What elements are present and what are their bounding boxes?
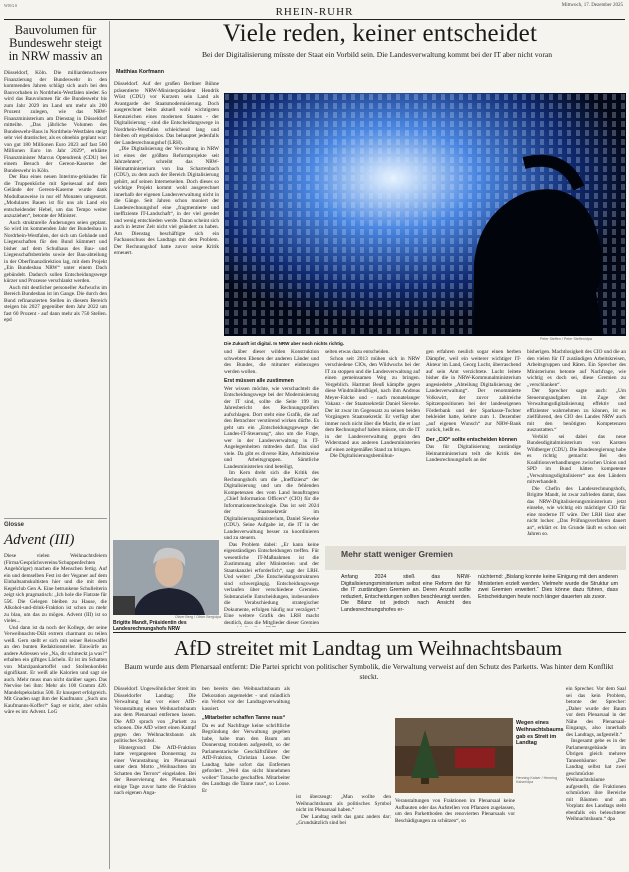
bottom-rule — [113, 632, 626, 633]
bottom-paragraph: ein Sprecher. Vor dem Saal sei das kein Problem, betonte der Sprecher: „Daher wurde der Baum vor dem Plenarsaal in der Nähe des Plenarsaal-Eingangs, also innerhalb des Landtags, aufgestellt.“ — [566, 686, 626, 738]
main-paragraph: Schon seit 2013 mühen sich in NRW verschiedene CIOs, den Wildwuchs bei der IT zu stoppen und die Landesverwaltung auf einen gemeinsamen Weg zu bringen. Vergeblich. Hartmut Beuß kämpfte gegen diese Windmühlenflügel, nach ihm Andreas Meyer-Falcke und - nach monatelanger Vakanz - der Staatssekretär Daniel Sieveke. Der ist zwar im Gegensatz zu seinen beiden Vorgängern Staatssekretär. Er verfügt aber immer noch nicht über die Macht, die er laut dem Rechnungshof haben müsste, um die IT in der Landesverwaltung gegen den Widerstand aus anderen Landesministerien auf einen zeitgemäßen Stand zu bringen. — [325, 355, 420, 453]
tree-illustration — [395, 718, 513, 793]
main-headline: Viele reden, keiner entscheidet — [222, 20, 538, 47]
section-title: RHEIN-RUHR — [275, 6, 354, 18]
main-paragraph: Der Sprecher sagte auch: „Um Steuerungsaufgaben im Zuge der Verwaltungsdigitalisierung effektiv und effizienter wahrnehmen zu können, ist es zielführend, den CIO des Landes NRW auch mit den benötigten Kompetenzen auszustatten.“ — [527, 388, 626, 433]
left-paragraph: Auch strukturelle Änderungen seien geplant. So wird im kommenden Jahr der Bundesbau in Nordrhein-Westfalen, der sich um Gebäude und Liegenschaften für den Bund kümmert und bisher auf dem Schulhaus des Bau- und Liegenschaftsbetriebs sowie der Bau-abteilung in der Oberfinanzdirektion lag, mit dem Projekt „Ein Bundesbau NRW“ unter einem Dach gebündelt. Dadurch sollen Entscheidungswege kürzer und Prozesse verschlankt werden. — [4, 219, 107, 284]
left-headline: Bauvolumen für Bundeswehr steigt in NRW massiv an — [8, 23, 103, 63]
main-paragraph: und über dieser wilden Konstruktion schwebten Ebenen der anderen Länder und des Bundes, die mitunter einbezogen werden wollen. — [224, 349, 319, 375]
subheading: Der „CIO“ sollte entscheiden können — [426, 436, 518, 443]
left-paragraph: Der Bau eines neuen Interims-gebäudes für die Truppenküche mit Speisesaal auf dem Gelände der Gereon-Kaserne wurde dank Modulbauweise in nur elf Monaten umgesetzt. „Modulares Bauen ist für uns als Land ein entscheidender Hebel, um das Tempo weiter anzuziehen“, betonte der Minister. — [4, 174, 107, 219]
photo-credit: Peter Steffen / Peter Steffen/dpa — [540, 337, 592, 341]
bottom-paragraph: Veranstaltungen von Fraktionen im Plenarsaal keine Aufbauten oder das Aufstellen von Pflanzen zugelassen, um den Parkettboden des renovierten Plenarsaals vor Beschädigungen zu schützen“, so — [395, 798, 515, 824]
bottom-col-5 — [566, 686, 626, 869]
main-paragraph: selten etwas dazu entscheiden. — [325, 349, 390, 355]
main-paragraph: Die Chefin des Landesrechnungshofs, Brigitte Mandt, ist zwar zufrieden damit, dass das NRW-Digitalisierungsministerium jetzt einsehe, wie wichtig ein mächtiger CIO für eine moderne IT wäre. Der LRH lässt aber nicht locker. „Das Prüfungsverfahren dauert an“, erklärt er. Im Grunde läuft es schon seit Jahren so. — [527, 485, 626, 537]
column-divider — [109, 21, 110, 869]
publication-mark: WRGS — [4, 3, 18, 8]
bottom-paragraph: Der Landtag stellt das ganz anders dar: „Grundsätzlich sind bei — [296, 813, 391, 826]
glosse-rule — [4, 518, 107, 519]
subheading: „Mitarbeiter schaffen Tanne raus“ — [202, 715, 286, 721]
glosse-title: Advent (III) — [4, 532, 75, 548]
byline: Matthias Korfmann — [116, 69, 164, 75]
left-article-body — [4, 70, 107, 510]
binary-code-illustration — [224, 93, 626, 336]
bottom-paragraph: Düsseldorf. Ungewöhnlicher Streit im Düsseldorfer Landtag: Die Verwaltung hat vor einer AfD-Veranstaltung einen Weihnachtsbaum aus dem Plenarsaal entfernen lassen. Die AfD sprach von „Parkett zu schonen. Die AfD witert einen Kampf gegen den Weihnachtsbaum als politisches Symbol. — [114, 686, 196, 744]
tree-photo-credit: Henning Kaiser / Henning Kaiser/dpa — [516, 776, 557, 784]
main-paragraph: Im Kern dreht sich die Kritik des Rechnungshofs um die „Ineffizienz“ der Digitalisierung und um die fehlenden Kompetenzen des vom Land beauftragten „Chief Information Officers“ (CIO) für die Informationstechnologie. Das ist seit 2024 der Staatssekretär im Digitalisierungsministerium, Daniel Sieveke (CDU). Seine Aufgabe ist, die IT in der Landesverwaltung besser zu koordinieren und zu steuern. — [224, 470, 319, 541]
left-paragraph: Auch mit deutlicher personeller Aufwuchs im Bereich Bundesbau ist im Gange. Die durch den Bund refinanzierten Stellen in diesem Bereich steigen bis 2027 gegenüber dem Jahr 2022 um fast 60 Prozent - auf dann mehr als 750 Stellen. epd — [4, 284, 107, 323]
bottom-col-4 — [395, 798, 515, 869]
gremien-title: Mehr statt weniger Gremien — [341, 549, 453, 559]
portrait-illustration — [113, 540, 219, 615]
main-paragraph: Das für Digitalisierung zuständige Heimatministerium teilt die Kritik des Landesrechnungshofs an der — [426, 444, 521, 463]
bottom-col-1 — [114, 686, 196, 869]
main-paragraph: Die Digitalisierungsbemühun- — [330, 453, 395, 459]
mandt-credit: Oliver Berg / Oliver Berg/dpa — [175, 615, 221, 619]
main-paragraph: Verbild sei dabei das neue Bundesdigitalministerium von Karsten Wildberger (CDU). Die Bundesregierung habe es richtig gemacht: Bei den Koalitionsverhandlungen zwischen Union und SPD im Bund hätten kompetente „Verwaltungsdigitalisierer“ aus den Ländern mitverhandelt. — [527, 433, 626, 485]
bottom-deck: Baum wurde aus dem Plenarsaal entfernt: Die Partei spricht von politischer Symbolik, die Verwaltung verweist auf den Schutz des Parketts. Was hinter dem Konflikt steckt. — [124, 662, 614, 681]
bottom-col-2 — [202, 686, 290, 869]
main-paragraph: Das Problem dabei: „Er kann keine eigenständigen Entscheidungen treffen. Für wesentliche IT-Maßnahmen ist die Zustimmung aller Ministerien und der Staatskanzlei erforderlich“, sagt der LRH. Und weiter: „Die Entscheidungsstrukturen sind schwergängig. Entscheidungswege verlaufen über verschiedene Gremien. Substanzielle Entscheidungen, insbesondere die Verabschiedung strategischer Dokumente, erfolgen häufig nur verzögert.“ Eine weitere Grafik des LRH macht deutlich, dass die Mitglieder dieser Gremien — [224, 541, 319, 626]
gremien-text-right — [478, 574, 618, 628]
bottom-paragraph: ben bereits den Weihnachtsbaum als Dekoration angemeldet - und mündlich ein Verbot vor der Landtagsverwaltung kassiert. — [202, 686, 290, 712]
main-paragraph: bisherigen. Machtlosigkeit des CIO und die an den vielen für IT zuständigen Arbeitskreisen, Arbeitsgruppen und Räten. Ein Sprecher des Ministeriums betonte auf Nachfrage, wie wichtig es doch sei, diese Gremien zu „verschlanken“. — [527, 349, 626, 388]
bottom-headline: AfD streitet mit Landtag um Weihnachtsbaum — [173, 636, 563, 660]
main-paragraph: Wer wissen möchte, wie verschachtelt die Entscheidungswege bei der Modernisierung der IT sind, sollte die Seite 199 im Jahresbericht des Rechnungsprüfers aufschlagen. Dort steht eine Grafik, die auf den Betrachter verstörend wirken dürfte. Es geht um ein „Entscheidungsgewege der Landes-IT-Steuerung“, also um die Frage, wer in der Landesverwaltung in IT-Angelegenheiten mitreden darf. Das sind viele. Da gibt es diverse Räte, Arbeitskreise und Arbeitsgruppen. Sämtliche Landesministerien sind beteiligt, — [224, 385, 319, 470]
digital-head-photo — [224, 93, 626, 336]
main-paragraph: „Die Digitalisierung der Verwaltung in NRW ist eines der größten Reformprojekte seit Jahrzehnten“, schreibt das NRW-Heimatministerium von Ina Scharrenbach (CDU), zu dem auch der Bereich Digitalisierung gehört, auf seinen Internetseiten. Doch dieses so wichtige Projekt kommt wohl ausgerechnet innerhalb der eigenen Landesverwaltung nicht in die Gänge. Seit Jahren schon moniert der Landesrechnungshof eine „fragmentierte und ineffiziente IT-Landschaft“, in der viel geredet und wenig entschieden werde. Daran scheint sich auch in letzter Zeit nicht viel geändert zu haben. Am Dienstag beschäftigte sich ein Fachausschuss des Landtags mit dem Problem. Der Rechnungshof hatte zuvor seine Kritik erneuert. — [114, 146, 219, 256]
main-col-2 — [224, 349, 319, 627]
glosse-label: Glosse — [4, 522, 25, 528]
bottom-paragraph: ist überzeugt: „Man wollte den Weihnachtsbaum als politisches Symbol nicht im Plenarsaal haben.“ — [296, 794, 391, 813]
bottom-paragraph: Insgesamt gebe es in der Parlamentsgebäude im Übrigen gleich mehrere Tannenbäume: „Der Landtag selbst hat zwei geschmückte Weihnachtsbäume aufgestellt, die Fraktionen schmücken ihre Bereiche mit Bäumen und am Vorplatz des Landtags steht ebenfalls ein beleuchteter Weihnachtsbaum.“ dpa — [566, 738, 626, 822]
issue-date: Mittwoch, 17. Dezember 2025 — [561, 3, 623, 8]
subheading: Erst müssen alle zustimmen — [224, 378, 294, 384]
photo-caption: Die Zukunft ist digital. In NRW aber noch nichts richtig. — [224, 341, 345, 346]
mandt-caption: Brigitte Mandt, Präsidentin des Landesrechnungshofs NRW — [113, 620, 187, 632]
gremien-text-left — [341, 574, 471, 628]
main-col-1 — [114, 81, 219, 536]
bottom-paragraph: Da es auf Nachfrage keine schriftliche Begründung der Verwaltung gegeben habe, habe man den Baum am Donnerstag trotzdem aufgestellt, so der Parlamentarische Geschäftsführer der AfD-Fraktion, Christian Loose. Der Landtag habe sofort das Entfernen gefordert. „Weil das nicht hinnehmen wollen“ Tatsache geschaffen. Mitarbeiter des Landtags die Tanne raus“, so Loose. Er — [202, 722, 290, 794]
main-paragraph: gen erfahren neulich sogar einen herben Dämpfer, weil ein weiterer wichtiger IT-Akteur im Land, Georg Lucht, überraschend auf sein Amt verzichtete. Lucht leitete bisher die in NRW-Kommunalministerium angesiedelte „Abteilung Digitalisierung der Landesverwaltung“. Der renommierte Volkswirt, der zuvor zahlreiche Spitzenpositionen bei der landeseigenen Förderbank und der Sparkasse-Tochter bekleidet hatte, kehrte zum 1. Dezember „auf eigenen Wunsch“ zur NRW-Bank zurück, heißt es. — [426, 349, 521, 433]
gremien-paragraph: Anfang 2024 stieß das NRW-Digitalisierungsministerium selbst eine Reform der für die IT zuständigen Gremien an. Deren Anzahl sollte reduziert, Entscheidungen sollten beschleunigt werden. Die Bilanz ist jedoch nach Ansicht des Landesrechnungshofes er- — [341, 574, 471, 613]
christmas-tree-photo — [395, 718, 513, 793]
main-paragraph: Düsseldorf. Auf der großen Berliner Bühne präsentierte NRW-Ministerpräsident Hendrik Wüst (CDU) vor Kurzem sein Land als Avantgarde der Staatsmodernisierung. Doch ausgerechnet beim aktuell wohl wichtigsten Kennzeichen eines modernen Staates - der Digitalisierung - sind die Entscheidungswege in Nordrhein-Westfalen schleichend lang und bleiben oft ergebnislos. Das behauptet jedenfalls der Landesrechnungshof (LRH). — [114, 81, 219, 146]
glosse-paragraph: Diese vielen Weihnachtsfeiern (Firma/Gesprächsvereins/Schuppenfechten Angehöriger) machen die Menschen fertig. Auf ein und demselben Fest ist der Veganer auf dem Einhaltsamskultisten hier und die mit dem Kegelclub Gen A. Eine betrunkene Schulleiterin zeigt sich pragmatisch: „Ich hole die Flatrate für 55€. Die Gelegen bleiben zu Hause, die Alkohol-und-drink-Fraktion ist schon zu mehr zu blau, um das zu mögen. Advent (III) ist so vieles... — [4, 553, 107, 624]
glosse-paragraph: Und dann ist da noch der Kollege, der seine Verweihnachts-Diät extrem charmant zu teilen weiß. Gern stellt er sich mit seiner Reiswaffel an den bunten Redaktionsteller. Einwürfe an andere Adressen wie „Na, dir schmeckt ja was?“ erhalten ein giftiges Lächeln. Er ist im Schatten von Marzipankartoffel und Stollenkonfekt signifikant. Er weiß alle Kalorien und sagt sie auch. Mehr muss man nicht darüber sagen. Das Nervöse bei ihm: Mehr als 100 Gramm 420. Mandelspekulatius 500. Er knuspert erfolgreich. Mit Gnaden sagt ihm der Kaufmann: „Such uns Kaufmanns-Koffer!“ Sagt er nicht, aber schön wäre es im: Advent. LoG — [4, 624, 107, 715]
main-deck: Bei der Digitalisierung müsste der Staat ein Vorbild sein. Die Landesverwaltung kommt bei der IT aber nicht voran — [201, 50, 553, 59]
main-col-4 — [426, 349, 521, 541]
glosse-body — [4, 553, 107, 869]
bottom-col-3 — [296, 686, 391, 869]
left-paragraph: Düsseldorf, Köln. Die milliardenschwere Finanzierung der Bundeswehr in den kommenden Jahren schlägt sich auch bei den Bauvorhaben in Nordrhein-Westfalen nieder. So wird das Bauvolumen für die Bundeswehr bis zum Jahr 2029 im Land um mehr als 200 Prozent zulegen, wie das NRW-Finanzministerium am Dienstag in Düsseldorf mitteilte. „Das jährliche Volumen des Bundeswehr-Baus in Nordrhein-Westfalen steigt sehr viel drastischer, als es ohnehin geplant war: von gut 180 Millionen Euro 2023 auf fast 560 Millionen Euro im Jahr 2029“, erklärte Finanzminister Marcus Optendrenk (CDU) bei einem Besuch der Gereon-Kaserne der Bundeswehr in Köln. — [4, 70, 107, 174]
gremien-paragraph: nüchternd: „Bislang konnte keine Einigung mit den anderen Ministerien erzielt werden. Vielmehr wurde die Struktur um zwei Gremien erweitert.“ Dies könne dazu führen, dass Entscheidungen heute noch länger dauerten als zuvor. — [478, 574, 618, 600]
main-col-3 — [325, 349, 420, 541]
tree-photo-caption: Wegen eines Weihnachtsbaums gab es Streit im Landtag — [516, 720, 564, 747]
bottom-paragraph: Hintergrund: Die AfD-Fraktion hatte vergangenen Donnerstag zu einer Veranstaltung im Plenarsaal unter dem Motto „Weihnachten im Schatten des Terrors“ eingeladen. Bei der Reservierung des Plenarsaals einige Tage zuvor hatte die Fraktion nach eigenen Anga- — [114, 744, 196, 796]
mandt-portrait — [113, 540, 219, 615]
